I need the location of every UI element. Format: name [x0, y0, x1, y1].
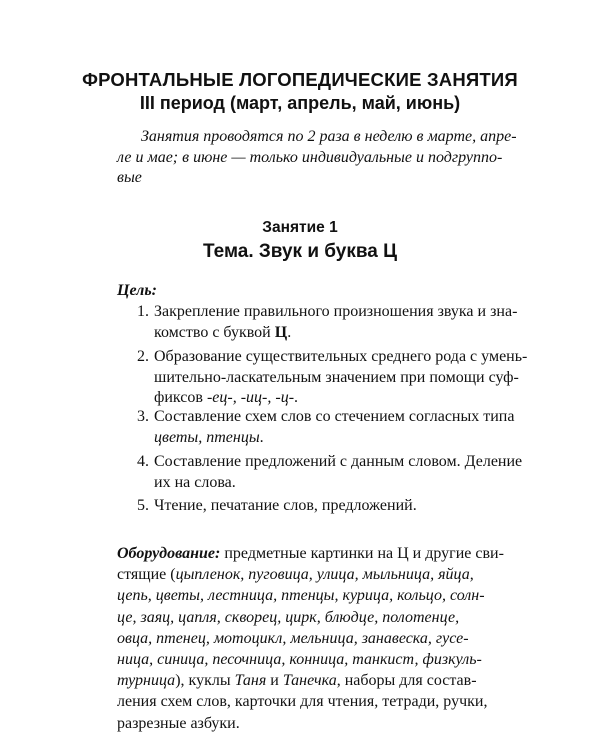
equipment-text: ), куклы	[175, 672, 235, 690]
goals-label: Цель:	[117, 282, 157, 299]
intro-paragraph	[117, 127, 567, 189]
example-words: цветы, птенцы	[154, 428, 260, 446]
equipment-line: овца, птенец, мотоцикл, мельница, занавеска, гусе-	[117, 629, 469, 647]
equipment-text: стящие (	[117, 566, 176, 584]
page-title: ФРОНТАЛЬНЫЕ ЛОГОПЕДИЧЕСКИЕ ЗАНЯТИЯ	[82, 69, 518, 90]
intro-line: вые	[117, 169, 142, 186]
equipment-paragraph	[117, 543, 572, 734]
goal-text	[154, 347, 527, 409]
goal-text-part: .	[294, 389, 299, 406]
goal-number: 4.	[137, 453, 149, 470]
goal-text	[154, 496, 417, 517]
equipment-line: ница, синица, песочница, конница, танкист, физкуль-	[117, 651, 482, 669]
goal-line: их на слова.	[154, 473, 236, 491]
doll-name: Таня	[234, 672, 267, 690]
equipment-text: , наборы для состав-	[336, 672, 477, 690]
goal-line: Образование существительных среднего рода с умень-	[154, 348, 528, 365]
equipment-text: и	[266, 672, 283, 690]
goal-text	[154, 407, 514, 448]
goal-number: 3.	[137, 408, 149, 425]
equipment-text: предметные картинки на Ц и другие сви-	[220, 545, 504, 562]
suffix-list: -ец-, -иц-, -ц-	[206, 389, 295, 406]
goal-text-part: .	[287, 323, 292, 341]
equipment-line: це, заяц, цапля, скворец, цирк, блюдце, полотенце,	[117, 608, 460, 626]
letter-ts: Ц	[274, 323, 288, 341]
goal-number: 5.	[137, 497, 149, 514]
lesson-number: Занятие 1	[262, 219, 338, 236]
lesson-theme: Тема. Звук и буква Ц	[202, 241, 398, 262]
equipment-line	[117, 543, 572, 564]
goal-line	[154, 388, 527, 409]
goal-line	[154, 323, 517, 344]
equipment-label: Оборудование:	[117, 545, 221, 562]
intro-line: ле и мае; в июне — только индивидуальные и подгруппо-	[117, 148, 503, 166]
intro-line: Занятия проводятся по 2 раза в неделю в марте, апре-	[141, 128, 517, 145]
equipment-line: ления схем слов, карточки для чтения, тетради, ручки,	[117, 693, 488, 711]
goal-line: Составление предложений с данным словом. Деление	[154, 453, 523, 470]
goal-line	[154, 428, 514, 449]
equipment-words: турница	[117, 672, 176, 690]
equipment-line	[117, 670, 572, 691]
goal-text	[154, 302, 517, 343]
goal-text-part: комство с буквой	[154, 323, 275, 341]
goal-text-part: фиксов	[154, 389, 207, 406]
goal-line: шительно-ласкательным значением при помощи суф-	[154, 368, 519, 386]
goal-text	[154, 452, 522, 493]
equipment-line: цепь, цветы, лестница, птенцы, курица, кольцо, солн-	[117, 587, 485, 605]
goal-number: 2.	[137, 348, 149, 365]
goal-line: Составление схем слов со стечением согласных типа	[154, 408, 515, 425]
goal-line: Чтение, печатание слов, предложений.	[154, 497, 417, 514]
goal-text-part: .	[259, 428, 264, 446]
equipment-words: цыпленок, пуговица, улица, мыльница, яйца,	[175, 566, 474, 584]
goal-number: 1.	[137, 303, 149, 320]
equipment-line: разрезные азбуки.	[117, 714, 240, 732]
doll-name: Танечка	[282, 672, 337, 690]
goal-line: Закрепление правильного произношения звука и зна-	[154, 303, 518, 320]
page-subtitle: III период (март, апрель, май, июнь)	[139, 93, 461, 113]
equipment-line	[117, 564, 572, 585]
